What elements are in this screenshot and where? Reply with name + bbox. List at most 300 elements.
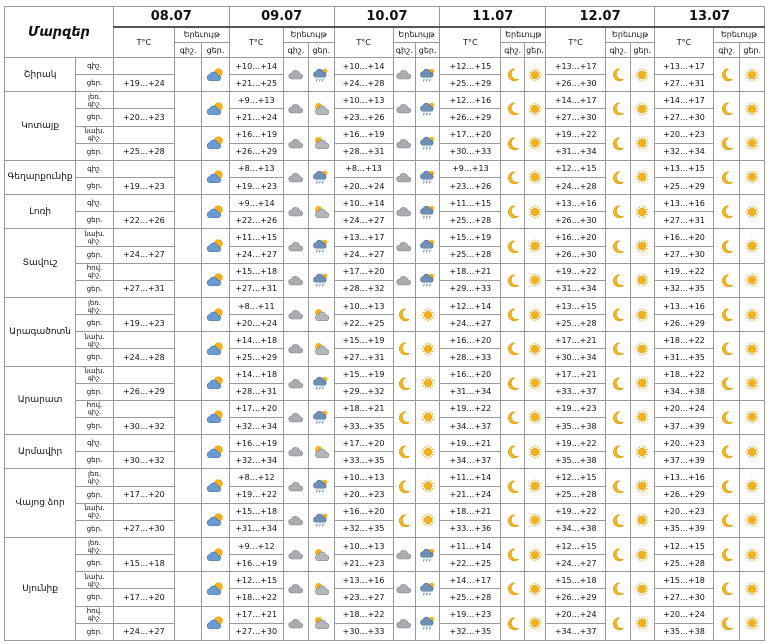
empty-cell: [174, 332, 201, 366]
night-temp: +19…+22: [546, 126, 606, 143]
night-subheader: գիշ.: [713, 43, 739, 58]
night-subheader: գիշ.: [283, 43, 308, 58]
day-label: ցեր.: [86, 524, 103, 533]
sun-icon: [630, 229, 654, 263]
night-label: գիշ.: [87, 305, 102, 314]
area-label: նախ.: [84, 572, 105, 581]
partly-cloudy-icon: [202, 263, 229, 297]
night-temp: +19…+22: [440, 400, 501, 417]
night-label: [76, 160, 114, 177]
night-label: գիշ.: [87, 614, 102, 623]
sun-icon: [630, 572, 654, 606]
cloud-rain-icon: [415, 572, 439, 606]
night-temp: +15…+18: [546, 572, 606, 589]
day-label: [76, 246, 114, 263]
night-temp: +12…+15: [546, 537, 606, 554]
cloud-icon: [283, 160, 308, 194]
partly-cloudy-icon: [202, 469, 229, 503]
empty-cell: [174, 160, 201, 194]
partly-cloudy-icon: [202, 297, 229, 331]
day-temp: +23…+26: [334, 109, 393, 126]
sun-icon: [630, 297, 654, 331]
night-label: գիշ.: [87, 199, 102, 208]
day-label: [76, 177, 114, 194]
day-temp: +30…+32: [113, 417, 174, 434]
temp-header: T°C: [334, 27, 393, 58]
sun-icon: [524, 572, 545, 606]
moon-icon: [713, 366, 739, 400]
cloud-icon: [393, 160, 415, 194]
moon-icon: [713, 160, 739, 194]
table-row: [5, 503, 765, 520]
day-label: ցեր.: [86, 422, 103, 431]
moon-icon: [713, 537, 739, 571]
night-temp: +14…+17: [440, 572, 501, 589]
phenomenon-header: Երեւույթ: [713, 27, 764, 43]
sun-icon: [740, 400, 765, 434]
night-label: գիշ.: [87, 408, 102, 417]
area-label: նախ.: [84, 367, 105, 376]
night-temp: [113, 366, 174, 383]
cloud-icon: [283, 469, 308, 503]
day-label: [76, 212, 114, 229]
night-temp: +9…+13: [229, 92, 283, 109]
night-label: [76, 263, 114, 280]
day-label: [76, 109, 114, 126]
sun-icon: [524, 366, 545, 400]
sun-icon: [740, 160, 765, 194]
night-label: գիշ.: [87, 134, 102, 143]
night-temp: [113, 400, 174, 417]
night-temp: +14…+18: [229, 366, 283, 383]
day-label: ցեր.: [86, 250, 103, 259]
sun-icon: [524, 58, 545, 92]
day-temp: +21…+23: [334, 555, 393, 572]
moon-icon: [713, 503, 739, 537]
moon-icon: [393, 400, 415, 434]
sun-icon: [630, 469, 654, 503]
night-label: [76, 572, 114, 589]
night-temp: +12…+15: [229, 572, 283, 589]
cloud-sun-icon: [309, 537, 334, 571]
day-temp: +31…+34: [229, 520, 283, 537]
day-temp: +37…+39: [655, 417, 714, 434]
day-temp: +31…+34: [546, 280, 606, 297]
day-temp: +24…+27: [229, 246, 283, 263]
night-temp: [113, 606, 174, 623]
night-temp: [113, 469, 174, 486]
cloud-rain-icon: [415, 537, 439, 571]
day-temp: +32…+35: [334, 520, 393, 537]
night-temp: +12…+15: [655, 537, 714, 554]
partly-cloudy-icon: [202, 332, 229, 366]
day-temp: +32…+35: [440, 623, 501, 640]
moon-icon: [501, 537, 524, 571]
night-temp: +17…+21: [229, 606, 283, 623]
night-temp: +15…+18: [655, 572, 714, 589]
cloud-sun-icon: [309, 332, 334, 366]
empty-cell: [174, 435, 201, 469]
day-temp: +21…+25: [229, 75, 283, 92]
cloud-icon: [283, 503, 308, 537]
moon-icon: [606, 92, 630, 126]
sun-icon: [740, 263, 765, 297]
region-name: Գեղարքունիք: [5, 160, 76, 194]
table-row: [5, 435, 765, 452]
sun-icon: [740, 537, 765, 571]
moon-icon: [501, 58, 524, 92]
sun-icon: [740, 366, 765, 400]
sun-icon: [415, 503, 439, 537]
temp-header: T°C: [655, 27, 714, 58]
night-temp: [113, 263, 174, 280]
cloud-rain-icon: [415, 195, 439, 229]
sun-icon: [630, 366, 654, 400]
day-temp: +19…+22: [229, 486, 283, 503]
day-subheader: ցեր.: [524, 43, 545, 58]
temp-header: T°C: [440, 27, 501, 58]
table-row: [5, 229, 765, 246]
table-row: [5, 332, 765, 349]
night-temp: +19…+22: [546, 503, 606, 520]
moon-icon: [713, 195, 739, 229]
partly-cloudy-icon: [202, 435, 229, 469]
day-subheader: ցեր.: [740, 43, 765, 58]
partly-cloudy-icon: [202, 366, 229, 400]
day-temp: +26…+29: [229, 143, 283, 160]
moon-icon: [606, 366, 630, 400]
day-temp: +28…+32: [334, 280, 393, 297]
night-temp: +11…+15: [440, 195, 501, 212]
day-temp: +24…+27: [113, 246, 174, 263]
partly-cloudy-icon: [202, 58, 229, 92]
night-temp: [113, 503, 174, 520]
sun-icon: [630, 92, 654, 126]
partly-cloudy-icon: [202, 572, 229, 606]
date-header: 12.07: [546, 7, 655, 27]
moon-icon: [606, 126, 630, 160]
corner-label: Մարզեր: [5, 7, 114, 58]
day-label: ցեր.: [86, 284, 103, 293]
night-temp: +20…+23: [655, 435, 714, 452]
night-temp: +11…+14: [440, 537, 501, 554]
region-name: Արարատ: [5, 366, 76, 435]
night-temp: +10…+14: [229, 58, 283, 75]
day-label: [76, 143, 114, 160]
sun-icon: [630, 435, 654, 469]
cloud-icon: [393, 537, 415, 571]
day-temp: +34…+37: [440, 417, 501, 434]
region-name: Կոտայք: [5, 92, 76, 161]
night-label: գիշ.: [87, 374, 102, 383]
sun-icon: [630, 126, 654, 160]
day-temp: +28…+31: [229, 383, 283, 400]
cloud-icon: [393, 195, 415, 229]
night-temp: +17…+20: [334, 435, 393, 452]
moon-icon: [606, 400, 630, 434]
sun-icon: [415, 366, 439, 400]
cloud-icon: [283, 537, 308, 571]
moon-icon: [393, 469, 415, 503]
night-temp: +9…+14: [229, 195, 283, 212]
day-temp: +35…+38: [546, 452, 606, 469]
moon-icon: [606, 160, 630, 194]
cloud-icon: [393, 126, 415, 160]
cloud-sun-icon: [309, 572, 334, 606]
day-temp: +17…+20: [113, 486, 174, 503]
day-temp: +25…+29: [440, 75, 501, 92]
day-temp: +27…+30: [113, 520, 174, 537]
night-temp: +9…+12: [229, 537, 283, 554]
day-temp: +27…+30: [546, 109, 606, 126]
night-temp: +11…+15: [229, 229, 283, 246]
day-temp: +20…+23: [113, 109, 174, 126]
night-temp: +17…+20: [440, 126, 501, 143]
sun-icon: [740, 58, 765, 92]
night-temp: +18…+22: [655, 366, 714, 383]
empty-cell: [174, 537, 201, 571]
day-temp: +31…+35: [655, 349, 714, 366]
day-temp: +26…+29: [655, 486, 714, 503]
table-row: [5, 297, 765, 314]
day-temp: +21…+24: [440, 486, 501, 503]
day-temp: +30…+34: [546, 349, 606, 366]
moon-icon: [501, 469, 524, 503]
sun-icon: [630, 606, 654, 640]
region-name: Շիրակ: [5, 58, 76, 92]
cloud-icon: [393, 263, 415, 297]
moon-icon: [713, 572, 739, 606]
day-temp: +25…+29: [655, 177, 714, 194]
day-label: [76, 589, 114, 606]
day-temp: +28…+33: [440, 349, 501, 366]
cloud-rain-icon: [309, 366, 334, 400]
partly-cloudy-icon: [202, 195, 229, 229]
phenomenon-header: Երեւույթ: [174, 27, 229, 43]
sun-icon: [524, 297, 545, 331]
sun-icon: [524, 400, 545, 434]
moon-icon: [606, 435, 630, 469]
day-temp: +35…+39: [655, 520, 714, 537]
day-temp: +30…+33: [440, 143, 501, 160]
night-temp: +12…+16: [440, 92, 501, 109]
day-temp: +20…+24: [229, 315, 283, 332]
sun-icon: [630, 332, 654, 366]
night-temp: +8…+13: [229, 160, 283, 177]
empty-cell: [174, 58, 201, 92]
night-label: [76, 503, 114, 520]
night-label: գիշ.: [87, 236, 102, 245]
night-temp: +10…+13: [334, 92, 393, 109]
day-temp: +30…+32: [113, 452, 174, 469]
day-temp: +27…+30: [655, 246, 714, 263]
day-label: ցեր.: [86, 387, 103, 396]
night-label: [76, 366, 114, 383]
cloud-rain-icon: [309, 160, 334, 194]
night-temp: +17…+21: [546, 332, 606, 349]
day-label: ցեր.: [86, 490, 103, 499]
sun-icon: [630, 537, 654, 571]
night-temp: [113, 435, 174, 452]
day-temp: +27…+31: [655, 212, 714, 229]
day-temp: +24…+27: [546, 555, 606, 572]
day-temp: +25…+29: [229, 349, 283, 366]
phenomenon-header: Երեւույթ: [606, 27, 655, 43]
night-temp: [113, 92, 174, 109]
day-temp: +22…+26: [113, 212, 174, 229]
sun-icon: [524, 92, 545, 126]
moon-icon: [606, 572, 630, 606]
day-temp: +27…+30: [655, 589, 714, 606]
day-temp: +24…+28: [113, 349, 174, 366]
moon-icon: [393, 332, 415, 366]
night-temp: [113, 229, 174, 246]
area-label: լեռ.: [87, 298, 102, 307]
day-label: [76, 555, 114, 572]
sun-icon: [740, 503, 765, 537]
moon-icon: [501, 332, 524, 366]
night-label: [76, 332, 114, 349]
empty-cell: [174, 606, 201, 640]
day-temp: +34…+38: [655, 383, 714, 400]
day-temp: +25…+28: [655, 555, 714, 572]
moon-icon: [501, 195, 524, 229]
sun-icon: [524, 195, 545, 229]
date-header: 09.07: [229, 7, 334, 27]
day-label: ցեր.: [86, 456, 103, 465]
table-row: [5, 537, 765, 554]
area-label: լեռ.: [87, 469, 102, 478]
night-label: [76, 297, 114, 314]
night-temp: +20…+23: [655, 126, 714, 143]
night-temp: +16…+20: [440, 366, 501, 383]
night-temp: +13…+15: [546, 297, 606, 314]
night-temp: +8…+11: [229, 297, 283, 314]
phenomenon-header: Երեւույթ: [393, 27, 440, 43]
night-temp: +10…+14: [334, 195, 393, 212]
cloud-icon: [283, 297, 308, 331]
day-temp: +25…+28: [440, 589, 501, 606]
day-temp: +23…+27: [334, 589, 393, 606]
night-temp: +13…+16: [655, 469, 714, 486]
empty-cell: [174, 92, 201, 126]
cloud-icon: [393, 58, 415, 92]
night-subheader: գիշ.: [501, 43, 524, 58]
cloud-sun-icon: [309, 606, 334, 640]
cloud-rain-icon: [309, 503, 334, 537]
cloud-icon: [393, 92, 415, 126]
moon-icon: [393, 297, 415, 331]
moon-icon: [501, 160, 524, 194]
moon-icon: [393, 435, 415, 469]
partly-cloudy-icon: [202, 92, 229, 126]
night-temp: +11…+14: [440, 469, 501, 486]
day-temp: +27…+31: [229, 280, 283, 297]
day-temp: +33…+36: [440, 520, 501, 537]
sun-icon: [524, 435, 545, 469]
day-temp: +32…+35: [655, 280, 714, 297]
night-temp: +10…+14: [334, 58, 393, 75]
sun-icon: [740, 469, 765, 503]
night-temp: +16…+20: [334, 503, 393, 520]
cloud-rain-icon: [309, 229, 334, 263]
moon-icon: [713, 606, 739, 640]
night-label: գիշ.: [87, 99, 102, 108]
night-temp: +15…+18: [229, 503, 283, 520]
day-temp: +24…+27: [334, 246, 393, 263]
night-label: [76, 606, 114, 623]
region-name: Լոռի: [5, 195, 76, 229]
night-label: [76, 435, 114, 452]
moon-icon: [501, 400, 524, 434]
cloud-icon: [283, 263, 308, 297]
empty-cell: [174, 572, 201, 606]
day-label: ցեր.: [86, 113, 103, 122]
night-temp: +13…+17: [546, 58, 606, 75]
temp-header: T°C: [546, 27, 606, 58]
moon-icon: [501, 297, 524, 331]
night-temp: +14…+17: [655, 92, 714, 109]
sun-icon: [740, 195, 765, 229]
cloud-icon: [283, 332, 308, 366]
day-temp: +19…+23: [113, 177, 174, 194]
night-temp: +12…+15: [546, 160, 606, 177]
night-temp: +13…+16: [655, 195, 714, 212]
sun-icon: [740, 332, 765, 366]
cloud-rain-icon: [309, 263, 334, 297]
sun-icon: [524, 469, 545, 503]
moon-icon: [501, 92, 524, 126]
cloud-sun-icon: [309, 297, 334, 331]
night-temp: +16…+19: [229, 435, 283, 452]
sun-icon: [524, 160, 545, 194]
night-temp: +13…+17: [655, 58, 714, 75]
day-temp: +26…+29: [655, 315, 714, 332]
date-header: 13.07: [655, 7, 765, 27]
night-temp: +18…+21: [440, 503, 501, 520]
empty-cell: [174, 229, 201, 263]
night-label: [76, 400, 114, 417]
cloud-sun-icon: [309, 126, 334, 160]
night-temp: +18…+21: [440, 263, 501, 280]
night-temp: +19…+22: [546, 435, 606, 452]
moon-icon: [713, 126, 739, 160]
area-label: լեռ.: [87, 92, 102, 101]
sun-icon: [740, 435, 765, 469]
empty-cell: [174, 366, 201, 400]
night-temp: +14…+17: [546, 92, 606, 109]
cloud-icon: [283, 400, 308, 434]
date-header: 10.07: [334, 7, 440, 27]
day-temp: +31…+34: [546, 143, 606, 160]
table-row: [5, 195, 765, 212]
day-temp: +19…+23: [113, 315, 174, 332]
night-temp: +18…+22: [334, 606, 393, 623]
area-label: նախ.: [84, 127, 105, 136]
sun-icon: [630, 58, 654, 92]
sun-icon: [524, 503, 545, 537]
day-temp: +29…+33: [440, 280, 501, 297]
day-label: [76, 417, 114, 434]
empty-cell: [174, 126, 201, 160]
partly-cloudy-icon: [202, 229, 229, 263]
day-temp: +20…+23: [334, 486, 393, 503]
night-temp: +15…+19: [334, 366, 393, 383]
day-temp: +33…+35: [334, 452, 393, 469]
night-temp: +17…+21: [546, 366, 606, 383]
night-subheader: գիշ.: [393, 43, 415, 58]
night-temp: +10…+13: [334, 537, 393, 554]
